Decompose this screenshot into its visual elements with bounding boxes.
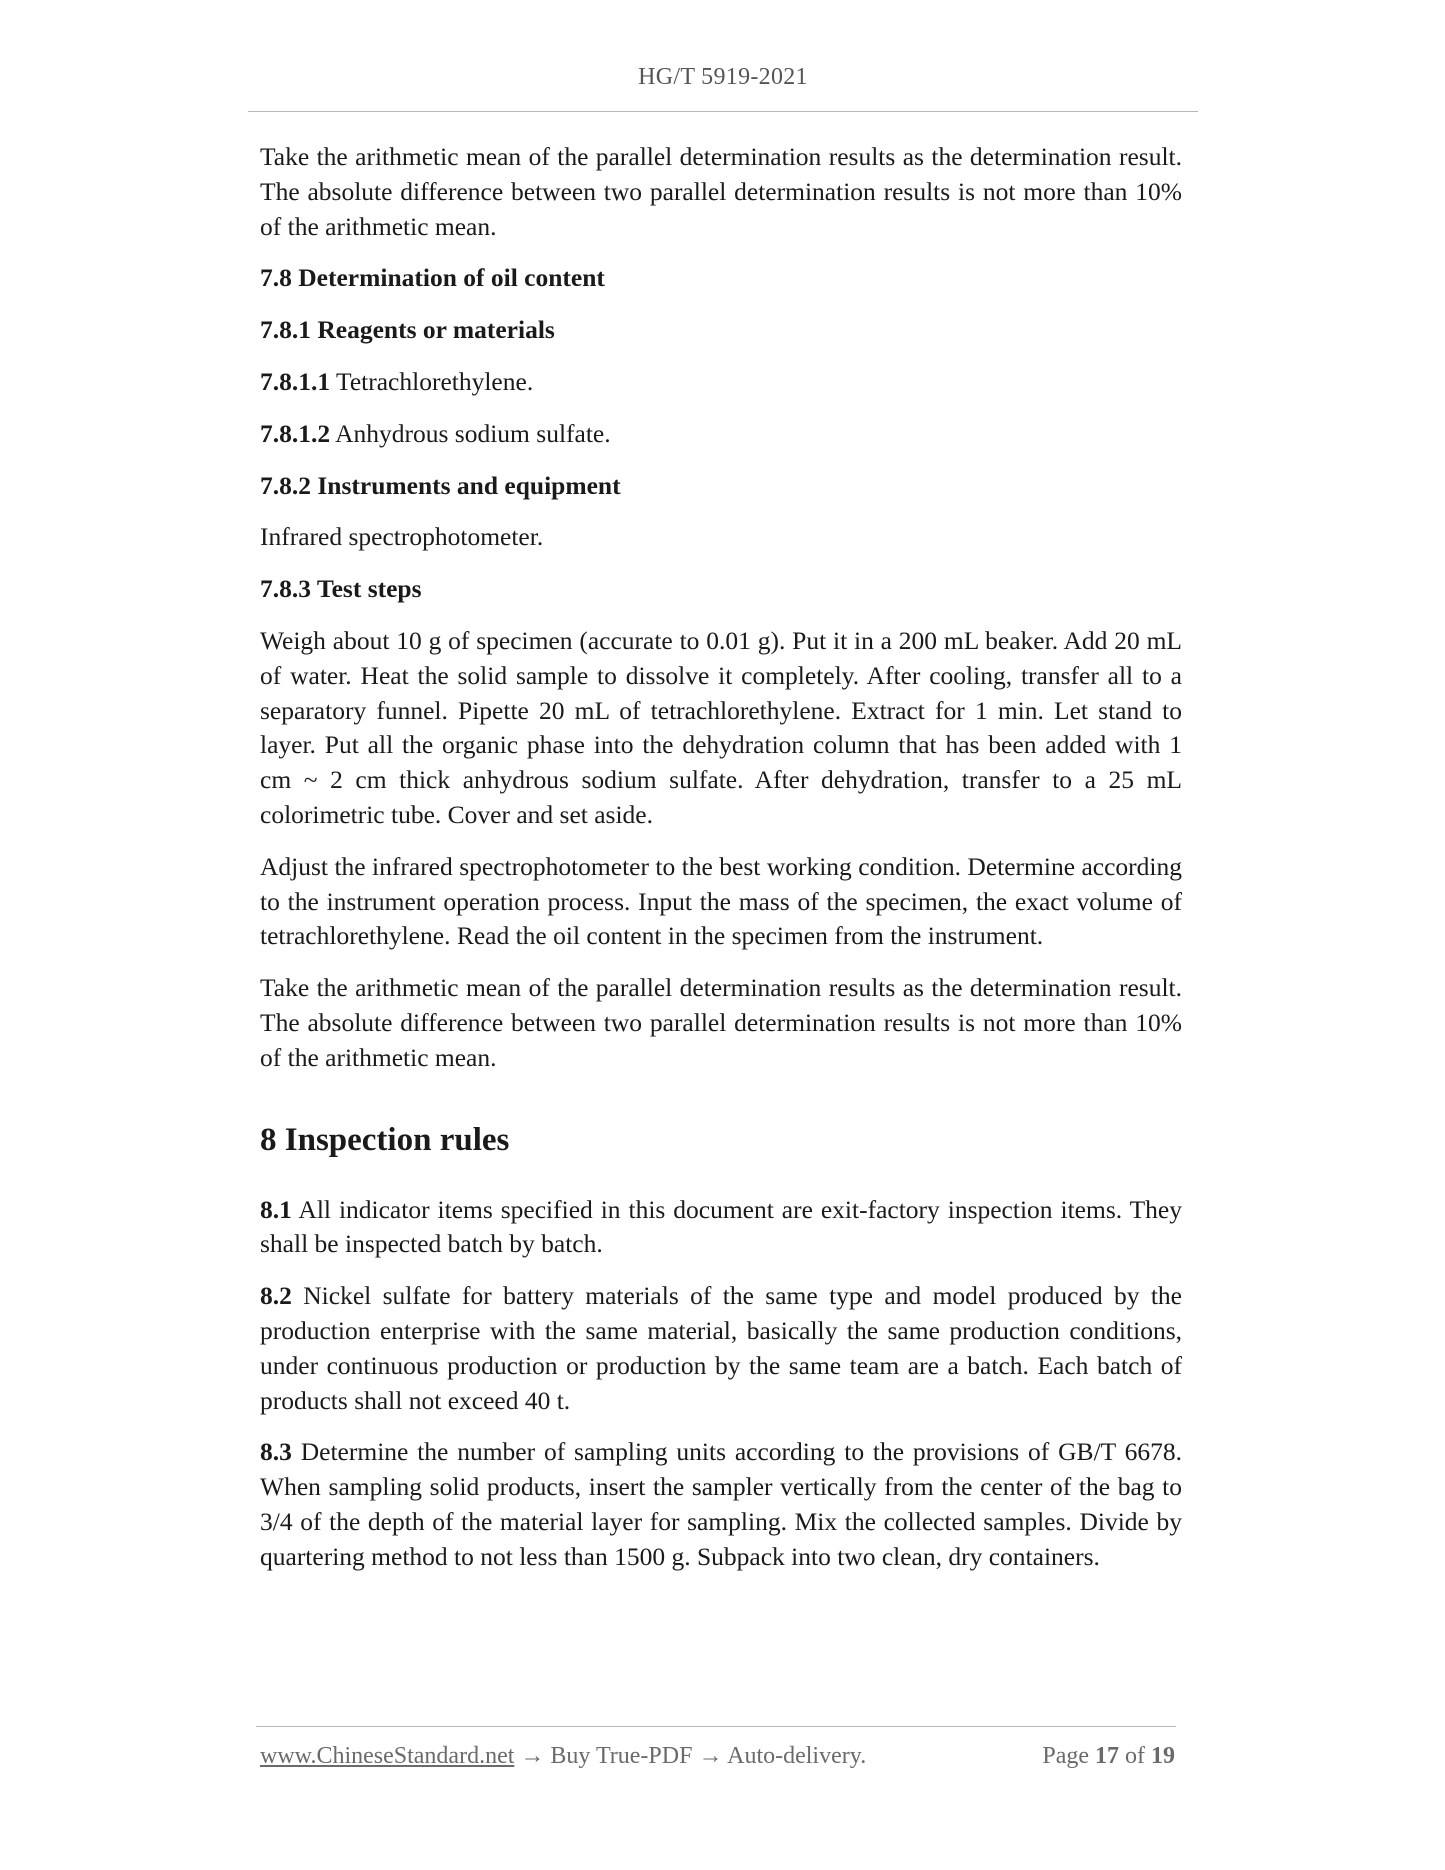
item-text: All indicator items specified in this document are exit-factory inspection items. They shall be inspected batch by batch. [260,1194,1182,1259]
paragraph-test-steps-3: Take the arithmetic mean of the parallel determination results as the determination result. The absolute difference between two parallel determination results is not more than 10% of the arithmetic mean. [260,973,1182,1072]
heading-7-8: 7.8 Determination of oil content [260,263,605,293]
page-indicator [1042,1743,1175,1770]
item-number: 8.2 [260,1281,292,1311]
paragraph-test-steps-2: Adjust the infrared spectrophotometer to the best working condition. Determine according to the instrument operation process. Input the mass of the specimen, the exact volume of tetrachlorethylene. Read the oil content in the specimen from the instrument. [260,851,1182,951]
item-number: 8.3 [260,1437,292,1467]
item-text: Determine the number of sampling units according to the provisions of GB/T 6678. When sampling solid products, insert the sampler vertically from the center of the bag to 3/4 of the depth of the material layer for sampling. Mix the collected samples. Divide by quartering method to not less than 1500 g. Subpack into two clean, dry containers. [260,1437,1182,1571]
item-number: 8.1 [260,1194,292,1224]
heading-7-8-2: 7.8.2 Instruments and equipment [260,470,621,500]
item-text: Tetrachlorethylene. [330,366,534,396]
item-7-8-1-1 [260,365,1182,400]
item-number: 7.8.1.1 [260,366,331,396]
item-8-1 [260,1193,1182,1263]
site-link[interactable]: www.ChineseStandard.net [260,1743,515,1769]
item-8-2 [260,1279,1182,1418]
footer-promo [260,1743,866,1770]
paragraph-instrument: Infrared spectrophotometer. [260,522,544,552]
promo-text: → Buy True-PDF → Auto-delivery. [514,1743,867,1769]
page-total: 19 [1151,1743,1175,1769]
page-label: Page [1042,1743,1089,1769]
item-text: Anhydrous sodium sulfate. [330,418,611,448]
item-8-3 [260,1435,1182,1574]
heading-7-8-3: 7.8.3 Test steps [260,574,422,604]
header-divider [248,111,1198,112]
item-text: Nickel sulfate for battery materials of the same type and model produced by the production enterprise with the same material, basically the same production conditions, under continuous production or production by the same team are a batch. Each batch of products shall not exceed 40 t. [260,1281,1182,1415]
item-number: 7.8.1.2 [260,418,331,448]
page-of-label: of [1125,1743,1145,1769]
item-7-8-1-2 [260,417,1182,452]
heading-8-inspection-rules: 8 Inspection rules [260,1121,510,1158]
document-code-header: HG/T 5919-2021 [638,64,808,90]
paragraph-intro: Take the arithmetic mean of the parallel determination results as the determination result. The absolute difference between two parallel determination results is not more than 10% of the arithmetic mean. [260,142,1182,241]
heading-7-8-1: 7.8.1 Reagents or materials [260,315,555,345]
footer-divider [256,1726,1176,1727]
page-body [260,140,1182,1575]
page-current: 17 [1095,1743,1119,1769]
paragraph-test-steps-1: Weigh about 10 g of specimen (accurate to 0.01 g). Put it in a 200 mL beaker. Add 20 mL of water. Heat the solid sample to dissolve it completely. After cooling, transfer all to a separatory funnel. Pipette 20 mL of tetrachlorethylene. Extract for 1 min. Let stand to layer. Put all the organic phase into the dehydration column that has been added with 1 cm ~ 2 cm thick anhydrous sodium sulfate. After dehydration, transfer to a 25 mL colorimetric tube. Cover and set aside. [260,625,1182,829]
